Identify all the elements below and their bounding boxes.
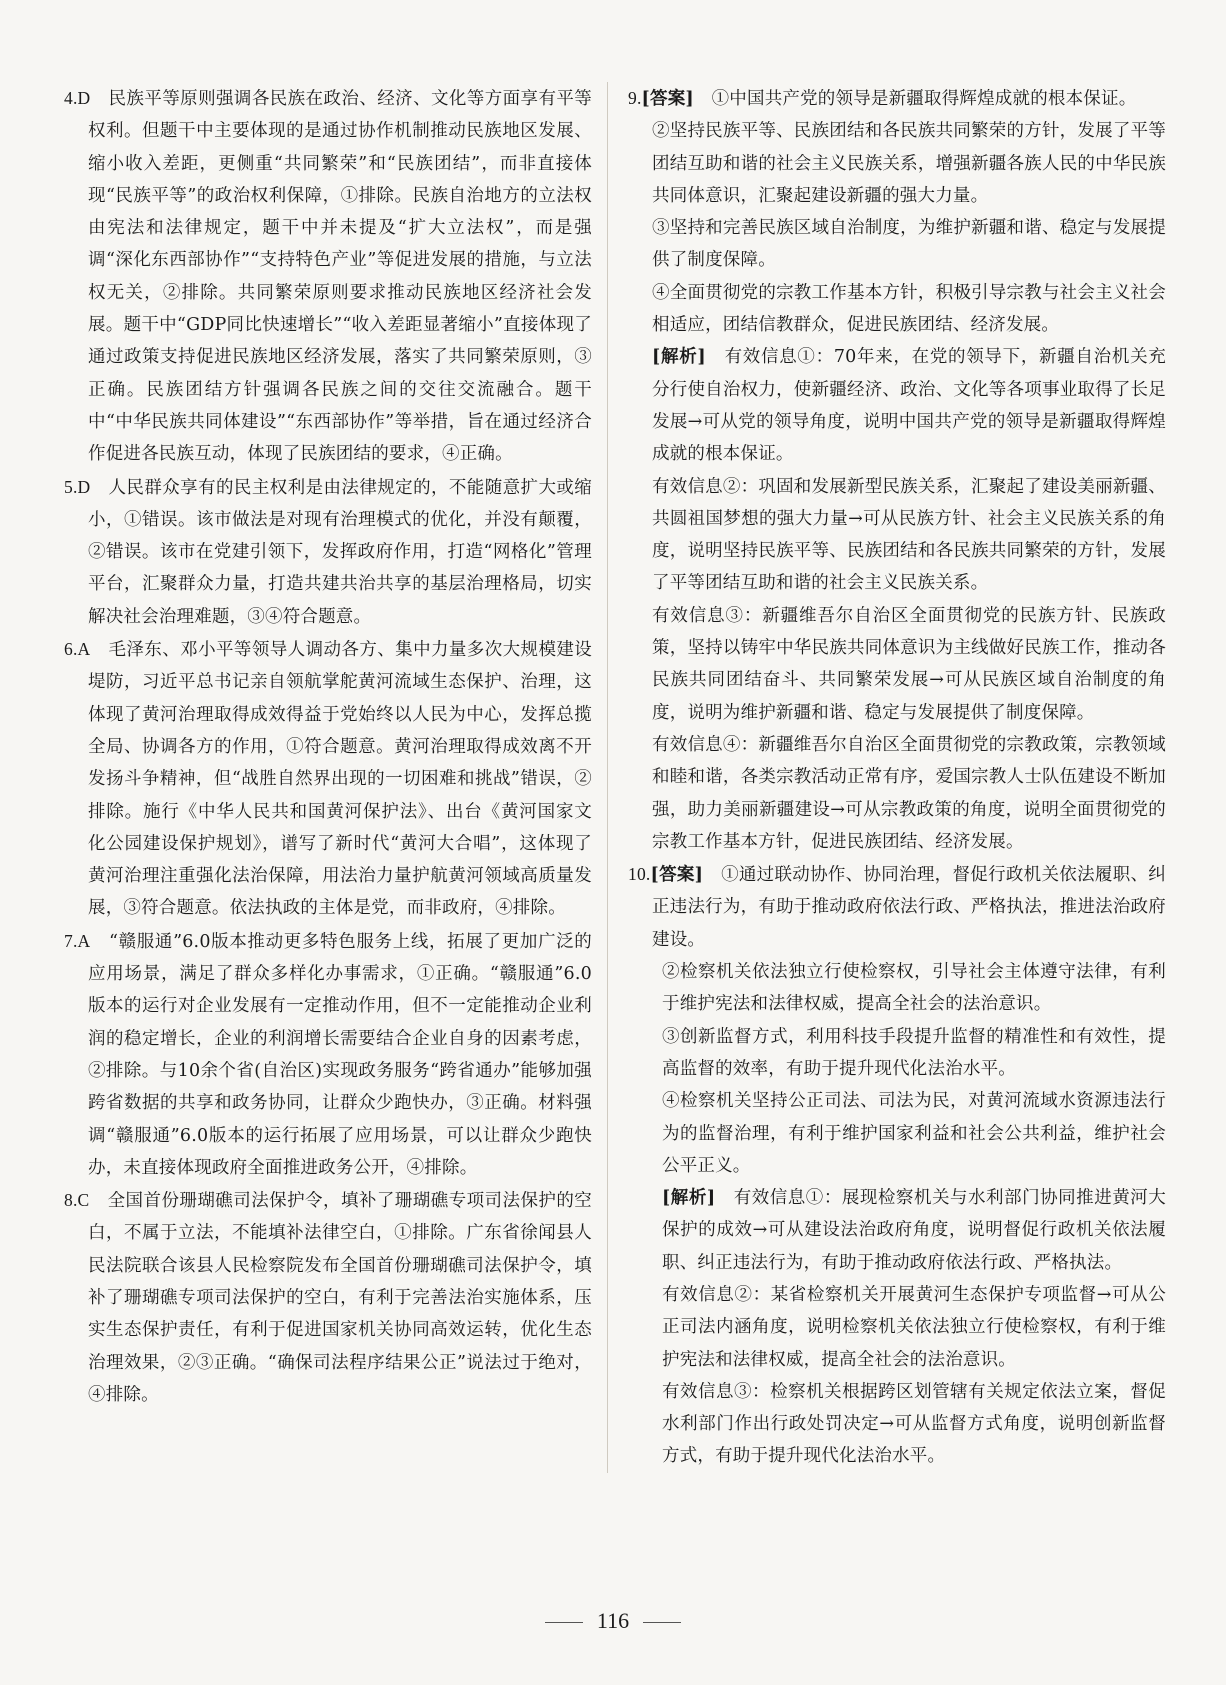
- left-column: [64, 82, 592, 1473]
- analysis-point: 有效信息②：某省检察机关开展黄河生态保护专项监督→可从公正司法内涵角度，说明检察机关依法独立行使检察权，有利于维护宪法和法律权威，提高全社会的法治意识。: [662, 1284, 1166, 1370]
- answer-point: ②坚持民族平等、民族团结和各民族共同繁荣的方针，发展了平等团结互助和谐的社会主义民族关系，增强新疆各族人民的中华民族共同体意识，汇聚起建设新疆的强大力量。: [652, 121, 1166, 206]
- analysis-block: [628, 1182, 1166, 1279]
- answer-item-7: [64, 925, 592, 1184]
- answer-item-8: [64, 1184, 592, 1411]
- item-answer: A: [77, 930, 91, 951]
- item-explanation: 民族平等原则强调各民族在政治、经济、文化等方面享有平等权利。但题干中主要体现的是通过协作机制推动民族地区发展、缩小收入差距，更侧重“共同繁荣”和“民族团结”，而非直接体现“民族平等”的政治权利保障，①排除。民族自治地方的立法权由宪法和法律规定，题干中并未提及“扩大立法权”，而是强调“深化东西部协作”“支持特色产业”等促进发展的措施，与立法权无关，②排除。共同繁荣原则要求推动民族地区经济社会发展。题干中“GDP同比快速增长”“收入差距显著缩小”直接体现了通过政策支持促进民族地区经济发展，落实了共同繁荣原则，③正确。民族团结方针强调各民族之间的交往交流融合。题干中“中华民族共同体建设”“东西部协作”等举措，旨在通过经济合作促进各民族互动，体现了民族团结的要求，④正确。: [88, 89, 592, 465]
- answer-item-4: [64, 82, 592, 471]
- item-number: 8.: [64, 1190, 78, 1211]
- item-explanation: 人民群众享有的民主权利是由法律规定的，不能随意扩大或缩小，①错误。该市做法是对现有治理模式的优化，并没有颠覆，②错误。该市在党建引领下，发挥政府作用，打造“网格化”管理平台，汇聚群众力量，打造共建共治共享的基层治理格局，切实解决社会治理难题，③④符合题意。: [88, 477, 592, 627]
- item-number: 4.: [64, 88, 78, 108]
- item-explanation: 全国首份珊瑚礁司法保护令，填补了珊瑚礁专项司法保护的空白，不属于立法，不能填补法律空白，①排除。广东省徐闻县人民法院联合该县人民检察院发布全国首份珊瑚礁司法保护令，填补了珊瑚礁专项司法保护的空白，有利于完善法治实施体系，压实生态保护责任，有利于促进国家机关协同高效运转，优化生态治理效果，②③正确。“确保司法程序结果公正”说法过于绝对，④排除。: [88, 1191, 592, 1405]
- answer-point: ②检察机关依法独立行使检察权，引导社会主体遵守法律，有利于维护宪法和法律权威，提高全社会的法治意识。: [662, 962, 1166, 1015]
- item-number: 7.: [64, 930, 78, 951]
- answer-item-6: [64, 633, 592, 925]
- item-number: 5.: [64, 476, 78, 497]
- analysis-point: 有效信息④：新疆维吾尔自治区全面贯彻党的宗教政策，宗教领域和睦和谐，各类宗教活动正常有序，爱国宗教人士队伍建设不断加强，助力美丽新疆建设→可从宗教政策的角度，说明全面贯彻党的宗教工作基本方针，促进民族团结、经济发展。: [652, 734, 1166, 852]
- page-footer: [0, 1608, 1226, 1634]
- answer-point: ①中国共产党的领导是新疆取得辉煌成就的根本保证。: [711, 89, 1137, 109]
- item-answer: C: [77, 1190, 90, 1211]
- analysis-point: 有效信息③：检察机关根据跨区划管辖有关规定依法立案，督促水利部门作出行政处罚决定→可从监督方式角度，说明创新监督方式，有助于提升现代化法治水平。: [662, 1381, 1166, 1467]
- answer-point: ③创新监督方式，利用科技手段提升监督的精准性和有效性，提高监督的效率，有助于提升现代化法治水平。: [662, 1026, 1166, 1079]
- right-column: [607, 82, 1166, 1473]
- answer-item-9: [628, 82, 1166, 115]
- analysis-point: 有效信息②：巩固和发展新型民族关系，汇聚起了建设美丽新疆、共圆祖国梦想的强大力量→可从民族方针、社会主义民族关系的角度，说明坚持民族平等、民族团结和各民族共同繁荣的方针，发展了平等团结互助和谐的社会主义民族关系。: [652, 476, 1166, 594]
- analysis-point: 有效信息①：70年来，在党的领导下，新疆自治机关充分行使自治权力，使新疆经济、政治、文化等各项事业取得了长足发展→可从党的领导角度，说明中国共产党的领导是新疆取得辉煌成就的根本保证。: [652, 347, 1166, 465]
- answer-tag: [答案]: [641, 89, 694, 109]
- answer-point: ①通过联动协作、协同治理，督促行政机关依法履职、纠正违法行为，有助于推动政府依法行政、严格执法，推进法治政府建设。: [652, 865, 1166, 950]
- analysis-tag: [解析]: [652, 347, 706, 368]
- answer-point: ④全面贯彻党的宗教工作基本方针，积极引导宗教与社会主义社会相适应，团结信教群众，促进民族团结、经济发展。: [652, 282, 1166, 336]
- answer-item-10: [628, 858, 1166, 956]
- answer-item-5: [64, 471, 592, 633]
- analysis-point: 有效信息①：展现检察机关与水利部门协同推进黄河大保护的成效→可从建设法治政府角度，说明督促行政机关依法履职、纠正违法行为，有助于推动政府依法行政、严格执法。: [662, 1188, 1166, 1273]
- answer-point: ④检察机关坚持公正司法、司法为民，对黄河流域水资源违法行为的监督治理，有利于维护国家利益和社会公共利益，维护社会公平正义。: [662, 1091, 1166, 1176]
- item-explanation: “赣服通”6.0版本推动更多特色服务上线，拓展了更加广泛的应用场景，满足了群众多样化办事需求，①正确。“赣服通”6.0版本的运行对企业发展有一定推动作用，但不一定能推动企业利润的稳定增长，企业的利润增长需要结合企业自身的因素考虑，②排除。与10余个省(自治区)实现政务服务“跨省通办”能够加强跨省数据的共享和政务协同，让群众少跑快办，③正确。材料强调“赣服通”6.0版本的运行拓展了应用场景，可以让群众少跑快办，未直接体现政府全面推进政务公开，④排除。: [88, 931, 592, 1178]
- analysis-tag: [解析]: [662, 1188, 716, 1209]
- item-number: 9.: [628, 88, 642, 108]
- item-explanation: 毛泽东、邓小平等领导人调动各方、集中力量多次大规模建设堤防，习近平总书记亲自领航掌舵黄河流域生态保护、治理，这体现了黄河治理取得成效得益于党始终以人民为中心，发挥总揽全局、协调各方的作用，①符合题意。黄河治理取得成效离不开发扬斗争精神，但“战胜自然界出现的一切困难和挑战”错误，②排除。施行《中华人民共和国黄河保护法》、出台《黄河国家文化公园建设保护规划》，谱写了新时代“黄河大合唱”，这体现了黄河治理注重强化法治保障，用法治力量护航黄河领域高质量发展，③符合题意。依法执政的主体是党，而非政府，④排除。: [88, 640, 592, 919]
- answer-point: ③坚持和完善民族区域自治制度，为维护新疆和谐、稳定与发展提供了制度保障。: [652, 218, 1166, 271]
- footer-dash: [545, 1622, 583, 1623]
- item-answer: D: [77, 88, 91, 108]
- analysis-point: 有效信息③：新疆维吾尔自治区全面贯彻党的民族方针、民族政策，坚持以铸牢中华民族共同体意识为主线做好民族工作，推动各民族共同团结奋斗、共同繁荣发展→可从民族区域自治制度的角度，说明为维护新疆和谐、稳定与发展提供了制度保障。: [652, 605, 1166, 723]
- item-answer: D: [77, 476, 91, 497]
- page-number: 116: [596, 1608, 630, 1633]
- item-answer: A: [77, 639, 91, 660]
- item-number: 10.: [628, 864, 651, 885]
- item-number: 6.: [64, 639, 78, 660]
- answer-tag: [答案]: [650, 865, 704, 886]
- two-column-body: [64, 82, 1166, 1473]
- footer-dash: [643, 1622, 681, 1623]
- analysis-block: [628, 341, 1166, 470]
